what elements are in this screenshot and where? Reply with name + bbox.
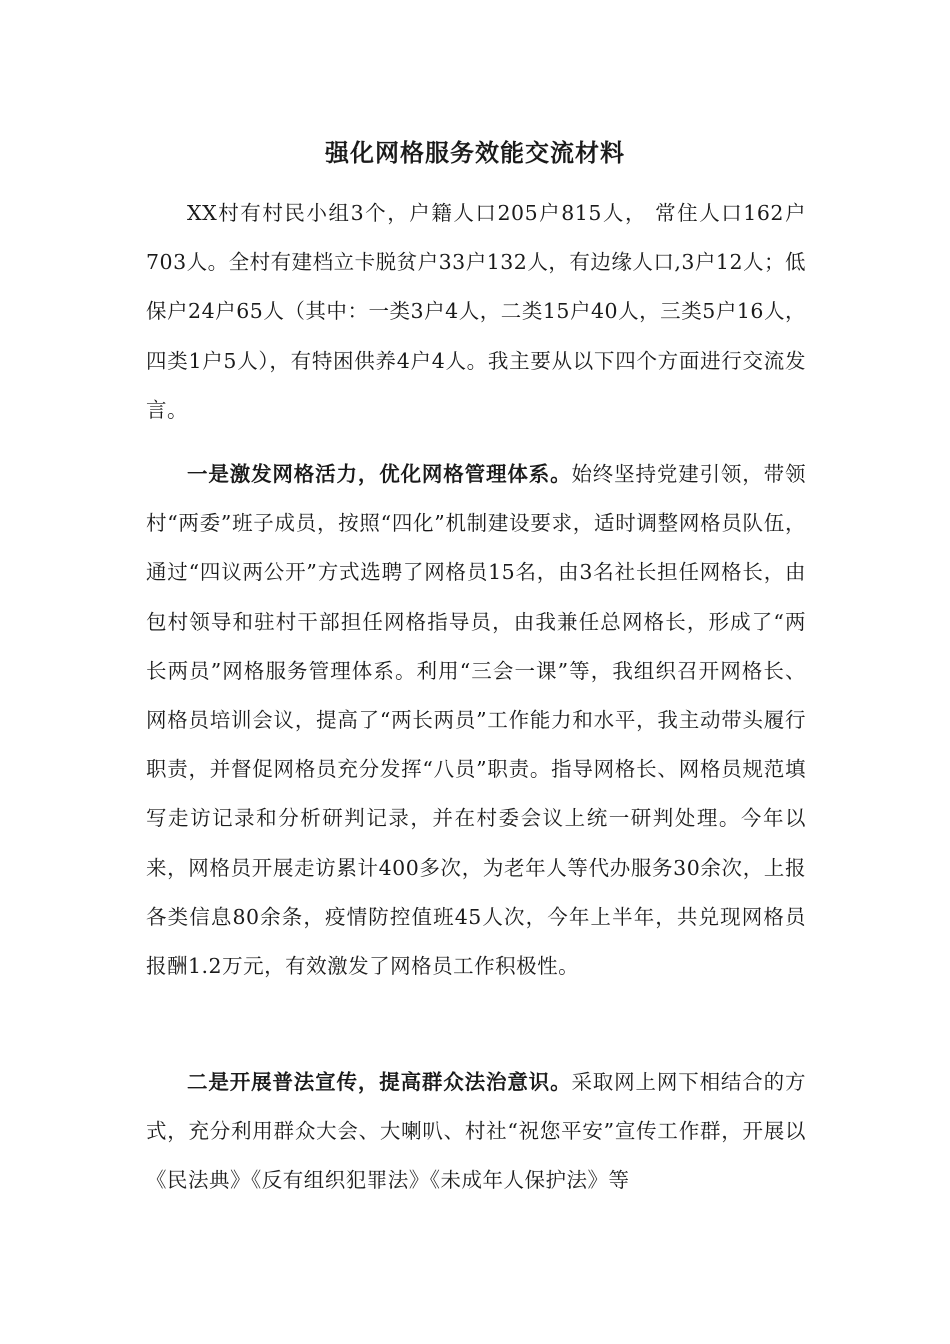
paragraph-lead-heading: 一是激发网格活力，优化网格管理体系。 (187, 462, 572, 486)
paragraph-body: 采取网上网下相结合的方式，充分利用群众大会、大喇叭、村社“祝您平安”宣传工作群，开展以《民法典》《反有组织犯罪法》《未成年人保护法》等 (146, 1070, 807, 1193)
paragraph-legal-publicity (146, 1058, 806, 1206)
document-title: 强化网格服务效能交流材料 (325, 139, 625, 167)
paragraph-body: XX村有村民小组3个，户籍人口205户815人， 常住人口162户703人。全村有建档立卡脱贫户33户132人，有边缘人口,3户12人；低保户24户65人（其中：一类3户4人，二类15户40人，三类5户16人，四类1户5人），有特困供养4户4人。我主要从以下四个方面进行交流发言。 (146, 201, 806, 422)
paragraph-lead-heading: 二是开展普法宣传，提高群众法治意识。 (187, 1070, 572, 1094)
paragraph-intro (146, 189, 806, 435)
paragraph-body: 始终坚持党建引领，带领村“两委”班子成员，按照“四化”机制建设要求，适时调整网格员队伍，通过“四议两公开”方式选聘了网格员15名，由3名社长担任网格长，由包村领导和驻村干部担任网格指导员，由我兼任总网格长，形成了“两长两员”网格服务管理体系。利用“三会一课”等，我组织召开网格长、网格员培训会议，提高了“两长两员”工作能力和水平，我主动带头履行职责，并督促网格员充分发挥“八员”职责。指导网格长、网格员规范填写走访记录和分析研判记录，并在村委会议上统一研判处理。今年以来，网格员开展走访累计400多次，为老年人等代办服务30余次，上报各类信息80余条，疫情防控值班45人次，今年上半年，共兑现网格员报酬1.2万元，有效激发了网格员工作积极性。 (146, 462, 807, 979)
paragraph-grid-vitality (146, 450, 806, 991)
